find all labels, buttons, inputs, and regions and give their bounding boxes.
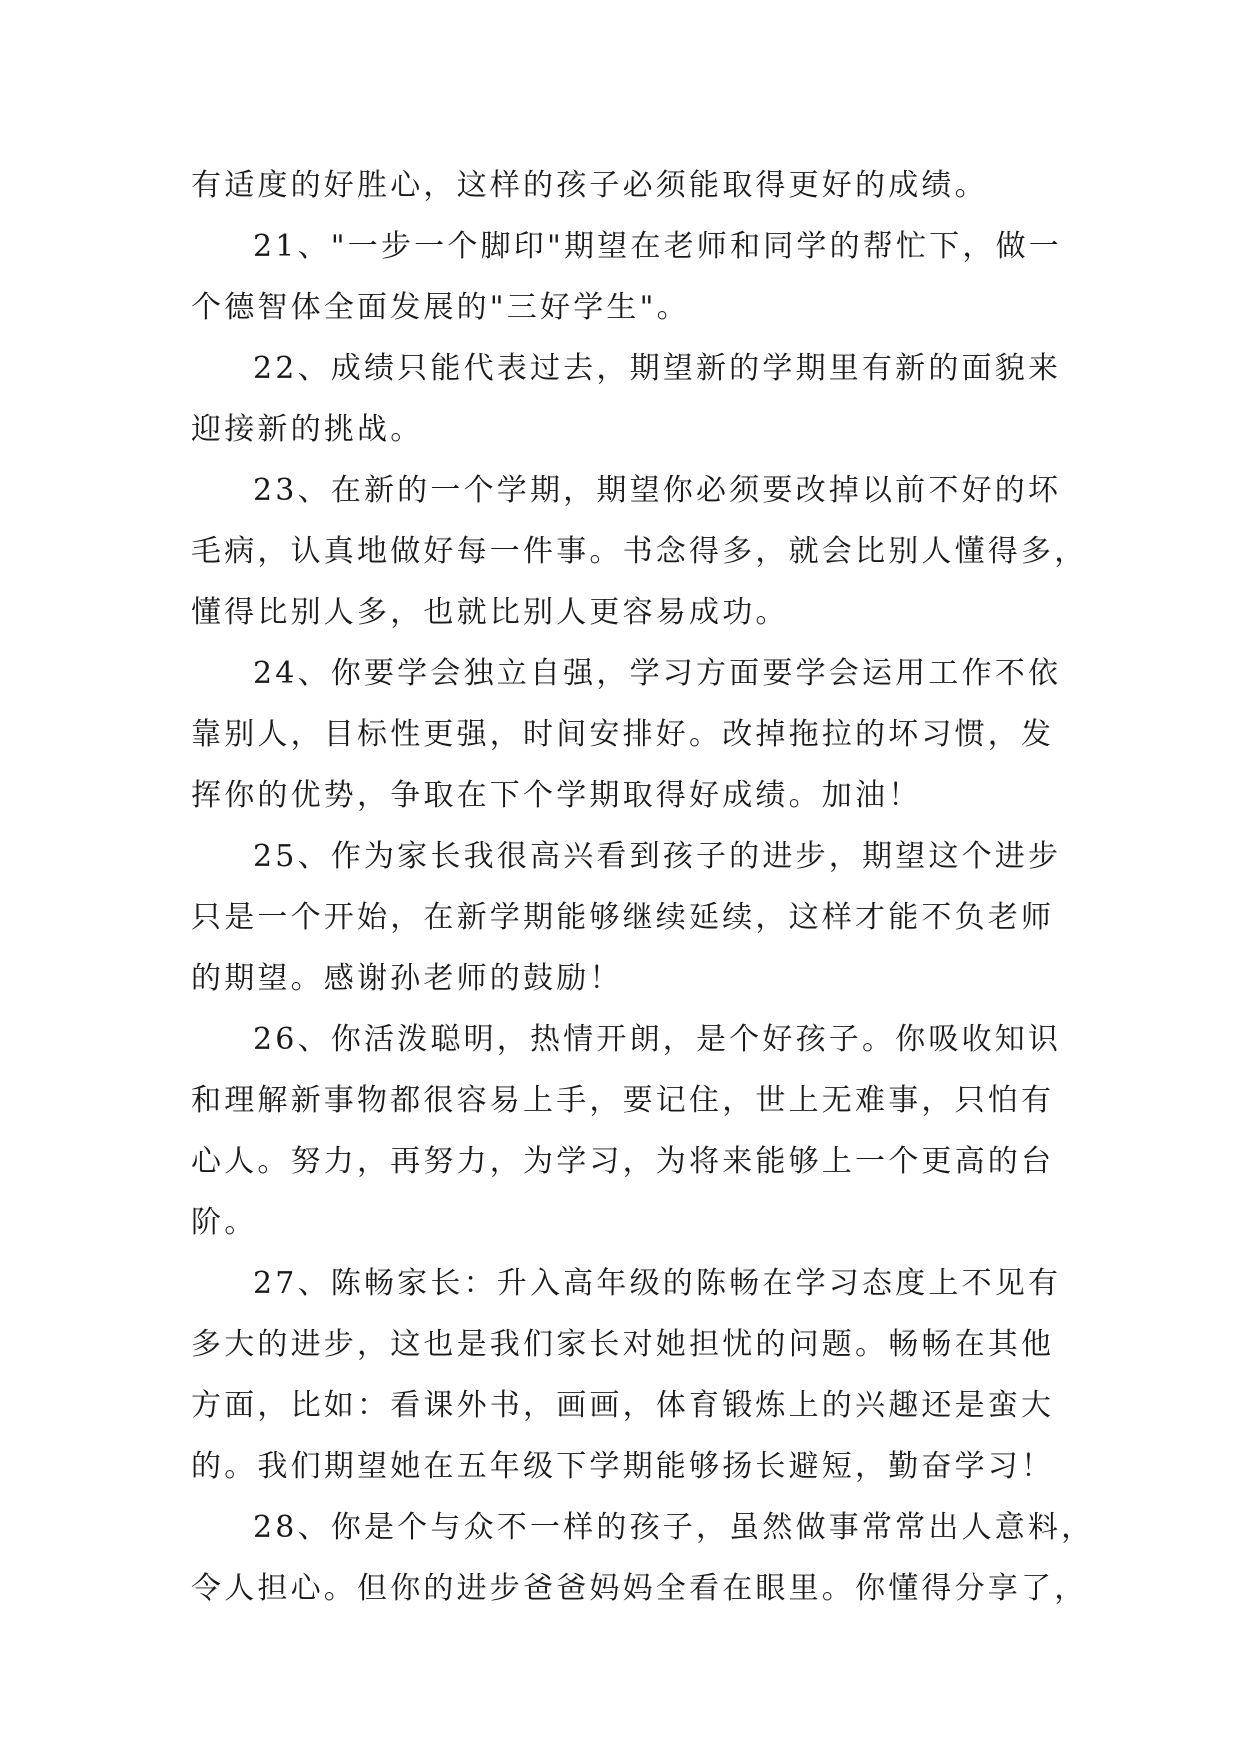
text-line: 27、陈畅家长：升入高年级的陈畅在学习态度上不见有 xyxy=(253,1266,1062,1301)
text-line: 26、你活泼聪明，热情开朗，是个好孩子。你吸收知识 xyxy=(253,1022,1062,1057)
text-line: 阶。 xyxy=(191,1205,258,1240)
text-line: 靠别人，目标性更强，时间安排好。改掉拖拉的坏习惯，发 xyxy=(191,717,1055,752)
text-line: 的。我们期望她在五年级下学期能够扬长避短，勤奋学习！ xyxy=(191,1449,1055,1484)
text-line: 方面，比如：看课外书，画画，体育锻炼上的兴趣还是蛮大 xyxy=(191,1388,1055,1423)
text-line: 挥你的优势，争取在下个学期取得好成绩。加油！ xyxy=(191,778,922,813)
text-line: 21、"一步一个脚印"期望在老师和同学的帮忙下，做一 xyxy=(253,229,1062,264)
text-line: 25、作为家长我很高兴看到孩子的进步，期望这个进步 xyxy=(253,839,1062,874)
text-line: 个德智体全面发展的"三好学生"。 xyxy=(191,290,690,325)
text-line: 毛病，认真地做好每一件事。书念得多，就会比别人懂得多， xyxy=(191,534,1088,569)
text-line: 的期望。感谢孙老师的鼓励！ xyxy=(191,961,623,996)
text-line: 22、成绩只能代表过去，期望新的学期里有新的面貌来 xyxy=(253,351,1062,386)
text-line: 和理解新事物都很容易上手，要记住，世上无难事，只怕有 xyxy=(191,1083,1055,1118)
text-line: 多大的进步，这也是我们家长对她担忧的问题。畅畅在其他 xyxy=(191,1327,1055,1362)
text-line: 23、在新的一个学期，期望你必须要改掉以前不好的坏 xyxy=(253,473,1062,508)
text-line: 有适度的好胜心，这样的孩子必须能取得更好的成绩。 xyxy=(191,168,988,203)
text-line: 懂得比别人多，也就比别人更容易成功。 xyxy=(191,595,789,630)
text-line: 迎接新的挑战。 xyxy=(191,412,424,447)
text-line: 24、你要学会独立自强，学习方面要学会运用工作不依 xyxy=(253,656,1062,691)
text-line: 心人。努力，再努力，为学习，为将来能够上一个更高的台 xyxy=(191,1144,1055,1179)
text-line: 只是一个开始，在新学期能够继续延续，这样才能不负老师 xyxy=(191,900,1055,935)
document-body xyxy=(191,155,1095,1619)
text-line: 28、你是个与众不一样的孩子，虽然做事常常出人意料， xyxy=(253,1510,1095,1545)
text-line: 令人担心。但你的进步爸爸妈妈全看在眼里。你懂得分享了， xyxy=(191,1571,1088,1606)
